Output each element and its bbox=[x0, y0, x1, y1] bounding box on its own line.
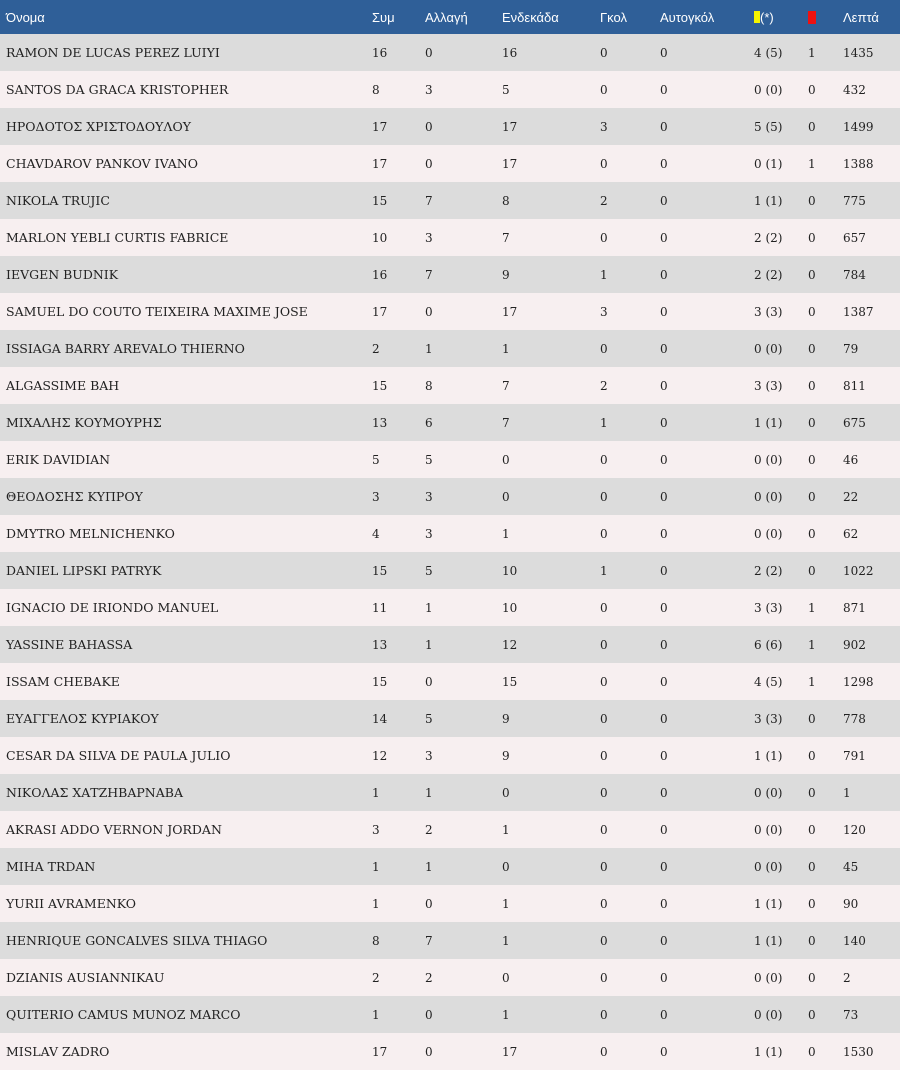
player-apps: 15 bbox=[372, 563, 388, 578]
player-subs: 7 bbox=[425, 193, 433, 208]
player-yellow-cards: 0 (0) bbox=[754, 785, 783, 800]
player-name: ΘΕΟΔΟΣΗΣ ΚΥΠΡΟΥ bbox=[6, 489, 143, 504]
player-starts: 7 bbox=[502, 415, 510, 430]
player-name: ΜΙΧΑΛΗΣ ΚΟΥΜΟΥΡΗΣ bbox=[6, 415, 162, 430]
player-yellow-cards: 0 (0) bbox=[754, 452, 783, 467]
player-apps: 11 bbox=[372, 600, 388, 615]
player-red-cards: 0 bbox=[808, 193, 816, 208]
player-minutes: 2 bbox=[843, 970, 851, 985]
player-minutes: 79 bbox=[843, 341, 859, 356]
player-name: DZIANIS AUSIANNIKAU bbox=[6, 970, 165, 985]
player-red-cards: 0 bbox=[808, 785, 816, 800]
player-own-goals: 0 bbox=[660, 933, 668, 948]
player-red-cards: 0 bbox=[808, 526, 816, 541]
player-apps: 1 bbox=[372, 1007, 380, 1022]
player-minutes: 62 bbox=[843, 526, 859, 541]
player-name: QUITERIO CAMUS MUNOZ MARCO bbox=[6, 1007, 241, 1022]
player-yellow-cards: 0 (0) bbox=[754, 526, 783, 541]
player-subs: 1 bbox=[425, 785, 433, 800]
player-goals: 3 bbox=[600, 304, 608, 319]
player-own-goals: 0 bbox=[660, 304, 668, 319]
player-apps: 3 bbox=[372, 489, 380, 504]
player-red-cards: 0 bbox=[808, 452, 816, 467]
player-yellow-cards: 1 (1) bbox=[754, 415, 783, 430]
player-apps: 8 bbox=[372, 933, 380, 948]
player-own-goals: 0 bbox=[660, 970, 668, 985]
player-minutes: 90 bbox=[843, 896, 859, 911]
player-own-goals: 0 bbox=[660, 896, 668, 911]
player-name: AKRASI ADDO VERNON JORDAN bbox=[6, 822, 222, 837]
player-apps: 17 bbox=[372, 1044, 388, 1059]
player-red-cards: 0 bbox=[808, 378, 816, 393]
player-goals: 0 bbox=[600, 674, 608, 689]
table-row bbox=[0, 108, 900, 145]
player-yellow-cards: 2 (2) bbox=[754, 267, 783, 282]
player-apps: 17 bbox=[372, 156, 388, 171]
player-starts: 17 bbox=[502, 1044, 518, 1059]
player-apps: 3 bbox=[372, 822, 380, 837]
player-goals: 2 bbox=[600, 378, 608, 393]
player-minutes: 432 bbox=[843, 82, 866, 97]
player-starts: 1 bbox=[502, 822, 510, 837]
player-apps: 1 bbox=[372, 785, 380, 800]
player-red-cards: 0 bbox=[808, 230, 816, 245]
header-goals[interactable]: Γκολ bbox=[600, 9, 627, 25]
header-subs[interactable]: Αλλαγή bbox=[425, 9, 468, 25]
table-row bbox=[0, 922, 900, 959]
player-minutes: 120 bbox=[843, 822, 866, 837]
player-yellow-cards: 0 (0) bbox=[754, 822, 783, 837]
header-yellow-cards[interactable] bbox=[754, 0, 808, 34]
table-row bbox=[0, 774, 900, 811]
player-apps: 16 bbox=[372, 45, 388, 60]
player-apps: 16 bbox=[372, 267, 388, 282]
player-goals: 0 bbox=[600, 45, 608, 60]
player-red-cards: 0 bbox=[808, 489, 816, 504]
table-row bbox=[0, 589, 900, 626]
player-yellow-cards: 1 (1) bbox=[754, 193, 783, 208]
player-red-cards: 1 bbox=[808, 674, 816, 689]
player-starts: 1 bbox=[502, 526, 510, 541]
player-goals: 0 bbox=[600, 637, 608, 652]
player-own-goals: 0 bbox=[660, 822, 668, 837]
table-row bbox=[0, 848, 900, 885]
player-goals: 0 bbox=[600, 933, 608, 948]
table-row bbox=[0, 811, 900, 848]
player-apps: 17 bbox=[372, 304, 388, 319]
table-row bbox=[0, 145, 900, 182]
header-starts[interactable]: Ενδεκάδα bbox=[502, 9, 559, 25]
player-name: DMYTRO MELNICHENKO bbox=[6, 526, 175, 541]
table-row bbox=[0, 293, 900, 330]
player-name: IEVGEN BUDNIK bbox=[6, 267, 119, 282]
player-goals: 0 bbox=[600, 1044, 608, 1059]
player-starts: 15 bbox=[502, 674, 518, 689]
table-row bbox=[0, 663, 900, 700]
player-yellow-cards: 0 (0) bbox=[754, 489, 783, 504]
player-goals: 0 bbox=[600, 526, 608, 541]
player-name: ERIK DAVIDIAN bbox=[6, 452, 111, 467]
player-red-cards: 0 bbox=[808, 822, 816, 837]
table-row bbox=[0, 330, 900, 367]
player-yellow-cards: 0 (0) bbox=[754, 1007, 783, 1022]
header-apps[interactable]: Συμ bbox=[372, 9, 395, 25]
player-subs: 3 bbox=[425, 489, 433, 504]
player-goals: 0 bbox=[600, 970, 608, 985]
table-row bbox=[0, 626, 900, 663]
player-goals: 1 bbox=[600, 267, 608, 282]
player-minutes: 73 bbox=[843, 1007, 859, 1022]
table-row bbox=[0, 1033, 900, 1070]
player-starts: 17 bbox=[502, 156, 518, 171]
player-own-goals: 0 bbox=[660, 674, 668, 689]
red-card-icon bbox=[808, 11, 816, 24]
player-apps: 14 bbox=[372, 711, 388, 726]
player-minutes: 45 bbox=[843, 859, 859, 874]
player-name: MISLAV ZADRO bbox=[6, 1044, 110, 1059]
player-yellow-cards: 2 (2) bbox=[754, 563, 783, 578]
table-row bbox=[0, 737, 900, 774]
player-goals: 0 bbox=[600, 748, 608, 763]
player-name: IGNACIO DE IRIONDO MANUEL bbox=[6, 600, 219, 615]
player-yellow-cards: 0 (0) bbox=[754, 341, 783, 356]
table-row bbox=[0, 959, 900, 996]
player-name: RAMON DE LUCAS PEREZ LUIYI bbox=[6, 45, 220, 60]
player-apps: 1 bbox=[372, 896, 380, 911]
player-red-cards: 0 bbox=[808, 1044, 816, 1059]
player-minutes: 1298 bbox=[843, 674, 874, 689]
table-row bbox=[0, 367, 900, 404]
player-goals: 0 bbox=[600, 82, 608, 97]
player-subs: 0 bbox=[425, 119, 433, 134]
player-own-goals: 0 bbox=[660, 193, 668, 208]
table-row bbox=[0, 441, 900, 478]
player-own-goals: 0 bbox=[660, 859, 668, 874]
player-name: HENRIQUE GONCALVES SILVA THIAGO bbox=[6, 933, 268, 948]
header-own-goals[interactable]: Αυτογκόλ bbox=[660, 9, 715, 25]
player-yellow-cards: 0 (0) bbox=[754, 859, 783, 874]
player-yellow-cards: 4 (5) bbox=[754, 674, 783, 689]
player-own-goals: 0 bbox=[660, 748, 668, 763]
table-row bbox=[0, 478, 900, 515]
player-goals: 0 bbox=[600, 489, 608, 504]
player-starts: 17 bbox=[502, 304, 518, 319]
player-minutes: 1499 bbox=[843, 119, 874, 134]
table-body bbox=[0, 34, 900, 1070]
player-starts: 1 bbox=[502, 1007, 510, 1022]
player-yellow-cards: 0 (0) bbox=[754, 970, 783, 985]
player-own-goals: 0 bbox=[660, 785, 668, 800]
player-apps: 2 bbox=[372, 970, 380, 985]
player-yellow-cards: 0 (1) bbox=[754, 156, 783, 171]
player-red-cards: 0 bbox=[808, 711, 816, 726]
player-goals: 0 bbox=[600, 785, 608, 800]
player-name: ΗΡΟΔΟΤΟΣ ΧΡΙΣΤΟΔΟΥΛΟΥ bbox=[6, 119, 191, 134]
player-goals: 0 bbox=[600, 600, 608, 615]
player-minutes: 46 bbox=[843, 452, 859, 467]
player-minutes: 811 bbox=[843, 378, 866, 393]
player-name: ΕΥΑΓΓΕΛΟΣ ΚΥΡΙΑΚΟΥ bbox=[6, 711, 159, 726]
player-name: ΝΙΚΟΛΑΣ ΧΑΤΖΗΒΑΡΝΑΒΑ bbox=[6, 785, 183, 800]
player-red-cards: 1 bbox=[808, 45, 816, 60]
player-subs: 2 bbox=[425, 822, 433, 837]
player-own-goals: 0 bbox=[660, 230, 668, 245]
player-name: SANTOS DA GRACA KRISTOPHER bbox=[6, 82, 229, 97]
player-own-goals: 0 bbox=[660, 452, 668, 467]
player-name: MARLON YEBLI CURTIS FABRICE bbox=[6, 230, 229, 245]
player-goals: 0 bbox=[600, 1007, 608, 1022]
player-own-goals: 0 bbox=[660, 82, 668, 97]
player-minutes: 775 bbox=[843, 193, 866, 208]
player-starts: 10 bbox=[502, 600, 518, 615]
player-starts: 17 bbox=[502, 119, 518, 134]
yellow-suffix: (*) bbox=[760, 9, 774, 25]
table-row bbox=[0, 700, 900, 737]
player-goals: 1 bbox=[600, 563, 608, 578]
player-starts: 8 bbox=[502, 193, 510, 208]
player-starts: 1 bbox=[502, 896, 510, 911]
player-own-goals: 0 bbox=[660, 526, 668, 541]
player-yellow-cards: 1 (1) bbox=[754, 933, 783, 948]
player-subs: 1 bbox=[425, 637, 433, 652]
player-own-goals: 0 bbox=[660, 1007, 668, 1022]
player-goals: 0 bbox=[600, 896, 608, 911]
table-row bbox=[0, 885, 900, 922]
player-name: MIHA TRDAN bbox=[6, 859, 96, 874]
player-red-cards: 0 bbox=[808, 563, 816, 578]
player-subs: 0 bbox=[425, 1007, 433, 1022]
player-red-cards: 0 bbox=[808, 933, 816, 948]
player-minutes: 778 bbox=[843, 711, 866, 726]
player-red-cards: 0 bbox=[808, 859, 816, 874]
player-name: CESAR DA SILVA DE PAULA JULIO bbox=[6, 748, 231, 763]
table-row bbox=[0, 552, 900, 589]
player-starts: 1 bbox=[502, 341, 510, 356]
player-red-cards: 1 bbox=[808, 600, 816, 615]
header-red-cards[interactable] bbox=[808, 0, 843, 34]
player-apps: 17 bbox=[372, 119, 388, 134]
player-red-cards: 1 bbox=[808, 637, 816, 652]
player-own-goals: 0 bbox=[660, 156, 668, 171]
player-starts: 7 bbox=[502, 230, 510, 245]
player-goals: 0 bbox=[600, 859, 608, 874]
player-minutes: 1530 bbox=[843, 1044, 874, 1059]
player-subs: 7 bbox=[425, 267, 433, 282]
player-yellow-cards: 5 (5) bbox=[754, 119, 783, 134]
player-goals: 0 bbox=[600, 452, 608, 467]
player-red-cards: 0 bbox=[808, 82, 816, 97]
player-subs: 3 bbox=[425, 526, 433, 541]
header-minutes[interactable]: Λεπτά bbox=[843, 9, 879, 25]
player-yellow-cards: 3 (3) bbox=[754, 711, 783, 726]
player-goals: 1 bbox=[600, 415, 608, 430]
player-minutes: 22 bbox=[843, 489, 859, 504]
player-goals: 2 bbox=[600, 193, 608, 208]
player-name: NIKOLA TRUJIC bbox=[6, 193, 110, 208]
player-apps: 1 bbox=[372, 859, 380, 874]
player-minutes: 791 bbox=[843, 748, 866, 763]
header-name[interactable]: Όνομα bbox=[6, 9, 45, 25]
player-apps: 5 bbox=[372, 452, 380, 467]
table-row bbox=[0, 996, 900, 1033]
player-name: SAMUEL DO COUTO TEIXEIRA MAXIME JOSE bbox=[6, 304, 308, 319]
player-starts: 10 bbox=[502, 563, 518, 578]
player-red-cards: 0 bbox=[808, 748, 816, 763]
player-goals: 0 bbox=[600, 711, 608, 726]
player-name: ALGASSIME BAH bbox=[6, 378, 120, 393]
table-row bbox=[0, 71, 900, 108]
player-yellow-cards: 6 (6) bbox=[754, 637, 783, 652]
player-subs: 0 bbox=[425, 156, 433, 171]
table-row bbox=[0, 256, 900, 293]
player-minutes: 1387 bbox=[843, 304, 874, 319]
player-subs: 1 bbox=[425, 600, 433, 615]
player-yellow-cards: 3 (3) bbox=[754, 378, 783, 393]
player-subs: 7 bbox=[425, 933, 433, 948]
table-row bbox=[0, 515, 900, 552]
player-starts: 1 bbox=[502, 933, 510, 948]
player-apps: 10 bbox=[372, 230, 388, 245]
player-yellow-cards: 1 (1) bbox=[754, 1044, 783, 1059]
player-minutes: 1388 bbox=[843, 156, 874, 171]
player-subs: 6 bbox=[425, 415, 433, 430]
table-row bbox=[0, 182, 900, 219]
player-red-cards: 0 bbox=[808, 119, 816, 134]
player-goals: 3 bbox=[600, 119, 608, 134]
player-subs: 5 bbox=[425, 563, 433, 578]
player-starts: 9 bbox=[502, 748, 510, 763]
player-minutes: 140 bbox=[843, 933, 866, 948]
player-starts: 9 bbox=[502, 711, 510, 726]
player-subs: 8 bbox=[425, 378, 433, 393]
player-red-cards: 0 bbox=[808, 304, 816, 319]
player-minutes: 1435 bbox=[843, 45, 874, 60]
player-subs: 1 bbox=[425, 341, 433, 356]
player-goals: 0 bbox=[600, 156, 608, 171]
player-name: ISSIAGA BARRY AREVALO THIERNO bbox=[6, 341, 245, 356]
player-yellow-cards: 4 (5) bbox=[754, 45, 783, 60]
table-row bbox=[0, 34, 900, 71]
player-subs: 0 bbox=[425, 1044, 433, 1059]
player-own-goals: 0 bbox=[660, 378, 668, 393]
player-subs: 0 bbox=[425, 45, 433, 60]
player-apps: 15 bbox=[372, 674, 388, 689]
player-apps: 13 bbox=[372, 637, 388, 652]
player-subs: 3 bbox=[425, 82, 433, 97]
player-minutes: 902 bbox=[843, 637, 866, 652]
player-name: CHAVDAROV PANKOV IVANO bbox=[6, 156, 198, 171]
player-yellow-cards: 1 (1) bbox=[754, 748, 783, 763]
player-starts: 7 bbox=[502, 378, 510, 393]
player-subs: 5 bbox=[425, 711, 433, 726]
player-goals: 0 bbox=[600, 341, 608, 356]
player-apps: 15 bbox=[372, 193, 388, 208]
player-yellow-cards: 3 (3) bbox=[754, 600, 783, 615]
player-starts: 0 bbox=[502, 970, 510, 985]
player-starts: 5 bbox=[502, 82, 510, 97]
player-own-goals: 0 bbox=[660, 119, 668, 134]
player-starts: 0 bbox=[502, 489, 510, 504]
player-own-goals: 0 bbox=[660, 489, 668, 504]
player-starts: 0 bbox=[502, 785, 510, 800]
player-subs: 3 bbox=[425, 230, 433, 245]
player-own-goals: 0 bbox=[660, 267, 668, 282]
player-name: YASSINE BAHASSA bbox=[6, 637, 133, 652]
player-apps: 2 bbox=[372, 341, 380, 356]
player-yellow-cards: 0 (0) bbox=[754, 82, 783, 97]
player-subs: 0 bbox=[425, 304, 433, 319]
player-subs: 2 bbox=[425, 970, 433, 985]
player-red-cards: 1 bbox=[808, 156, 816, 171]
player-starts: 0 bbox=[502, 859, 510, 874]
table-row bbox=[0, 404, 900, 441]
player-red-cards: 0 bbox=[808, 970, 816, 985]
player-apps: 15 bbox=[372, 378, 388, 393]
player-apps: 12 bbox=[372, 748, 388, 763]
player-starts: 12 bbox=[502, 637, 518, 652]
player-own-goals: 0 bbox=[660, 563, 668, 578]
player-yellow-cards: 2 (2) bbox=[754, 230, 783, 245]
player-subs: 0 bbox=[425, 896, 433, 911]
player-red-cards: 0 bbox=[808, 896, 816, 911]
player-yellow-cards: 1 (1) bbox=[754, 896, 783, 911]
player-minutes: 784 bbox=[843, 267, 866, 282]
player-apps: 13 bbox=[372, 415, 388, 430]
player-own-goals: 0 bbox=[660, 711, 668, 726]
player-red-cards: 0 bbox=[808, 341, 816, 356]
player-apps: 8 bbox=[372, 82, 380, 97]
player-starts: 9 bbox=[502, 267, 510, 282]
player-own-goals: 0 bbox=[660, 45, 668, 60]
player-subs: 0 bbox=[425, 674, 433, 689]
table-header-row bbox=[0, 0, 900, 34]
player-red-cards: 0 bbox=[808, 267, 816, 282]
player-name: YURII AVRAMENKO bbox=[6, 896, 137, 911]
player-minutes: 1022 bbox=[843, 563, 874, 578]
player-apps: 4 bbox=[372, 526, 380, 541]
player-own-goals: 0 bbox=[660, 637, 668, 652]
player-minutes: 675 bbox=[843, 415, 866, 430]
player-subs: 3 bbox=[425, 748, 433, 763]
player-goals: 0 bbox=[600, 230, 608, 245]
table-row bbox=[0, 219, 900, 256]
player-subs: 1 bbox=[425, 859, 433, 874]
player-red-cards: 0 bbox=[808, 1007, 816, 1022]
player-starts: 16 bbox=[502, 45, 518, 60]
player-yellow-cards: 3 (3) bbox=[754, 304, 783, 319]
player-own-goals: 0 bbox=[660, 600, 668, 615]
player-red-cards: 0 bbox=[808, 415, 816, 430]
player-goals: 0 bbox=[600, 822, 608, 837]
player-minutes: 871 bbox=[843, 600, 866, 615]
player-own-goals: 0 bbox=[660, 415, 668, 430]
player-minutes: 1 bbox=[843, 785, 851, 800]
player-own-goals: 0 bbox=[660, 1044, 668, 1059]
player-minutes: 657 bbox=[843, 230, 866, 245]
player-own-goals: 0 bbox=[660, 341, 668, 356]
player-subs: 5 bbox=[425, 452, 433, 467]
player-name: ISSAM CHEBAKE bbox=[6, 674, 120, 689]
player-starts: 0 bbox=[502, 452, 510, 467]
player-name: DANIEL LIPSKI PATRYK bbox=[6, 563, 162, 578]
